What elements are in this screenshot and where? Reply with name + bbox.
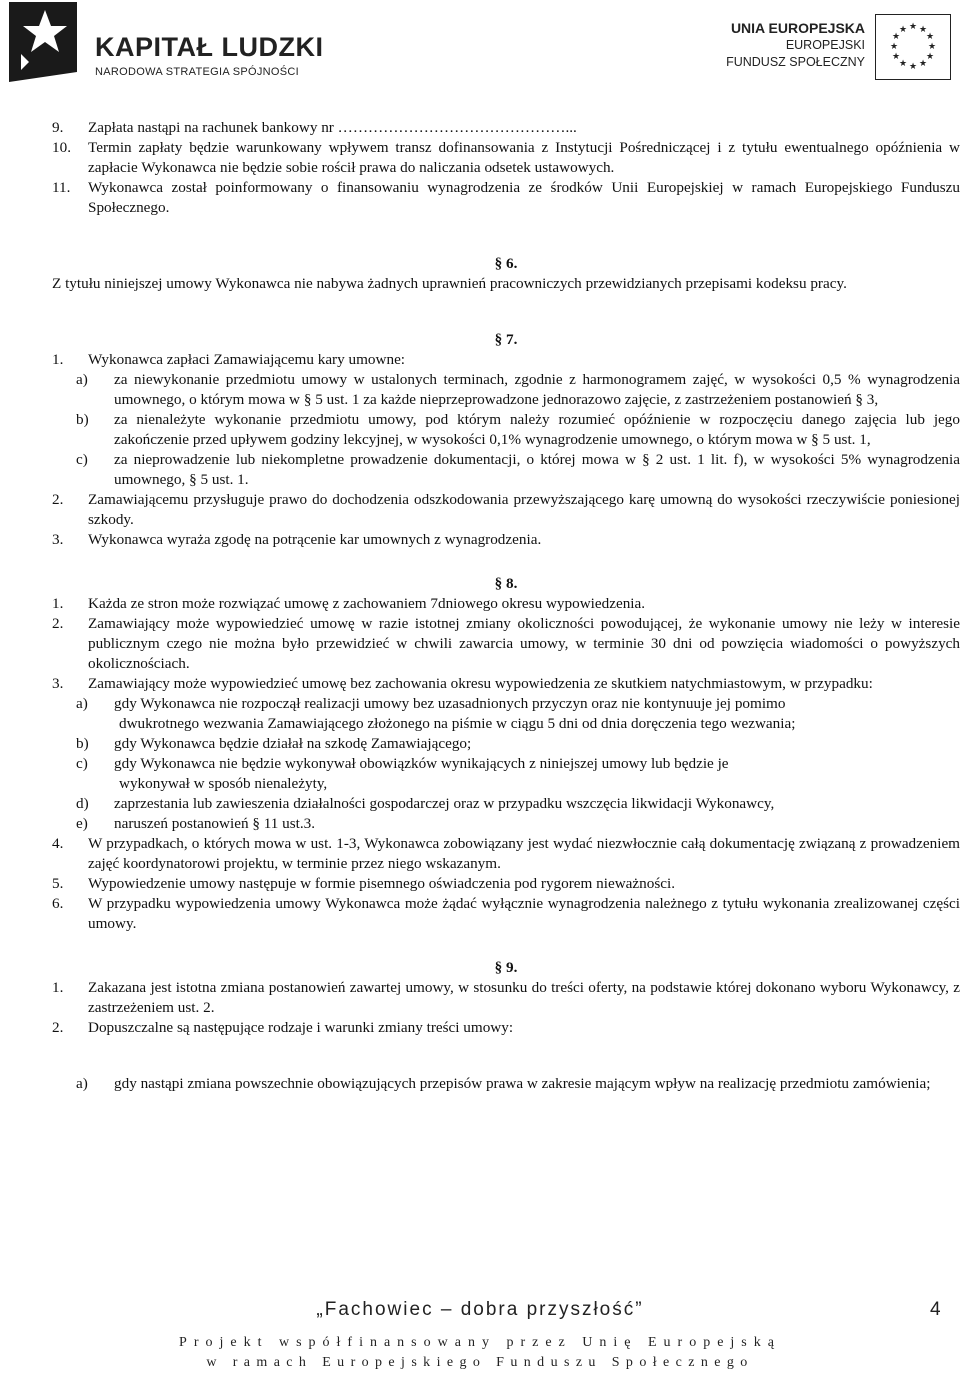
svg-text:★: ★	[892, 52, 901, 62]
sub-list-letter: a)	[76, 1075, 88, 1092]
sub-list-item	[52, 410, 960, 450]
sub-list-text: za nieprowadzenie lub niekompletne prowadzenie dokumentacji, o której mowa w § 2 ust. 1 lit. f), w wysokości 5% wynagrodzenia umownego, § 5 ust. 1.	[114, 451, 960, 488]
list-item	[52, 674, 960, 694]
list-number: 9.	[52, 119, 64, 136]
sub-list-item	[52, 794, 960, 814]
sub-list-text: zaprzestania lub zawieszenia działalności gospodarczej oraz w przypadku wszczęcia likwidacji Wykonawcy,	[114, 795, 775, 812]
eu-flag-icon	[875, 14, 951, 80]
sub-list-text: za niewykonanie przedmiotu umowy w ustalonych terminach, zgodnie z harmonogramem zajęć, w wysokości 0,5 % wynagrodzenia umownego, o którym mowa w § 5 ust. 1 za każde nieprzeprowadzone jednorazowo zajęcie, z zastrzeżeniem postanowień § 3,	[114, 371, 960, 408]
section-heading-9: § 9.	[494, 959, 518, 976]
kapital-ludzki-title: KAPITAŁ LUDZKI	[95, 32, 324, 62]
sub-list-text: gdy Wykonawca nie będzie wykonywał obowiązków wynikających z niniejszej umowy lub będzie je	[114, 755, 729, 772]
kapital-ludzki-subtitle: NARODOWA STRATEGIA SPÓJNOŚCI	[95, 66, 299, 78]
section-heading-7: § 7.	[494, 331, 518, 348]
list-text: W przypadkach, o których mowa w ust. 1-3, Wykonawca zobowiązany jest wydać niezwłocznie całą dokumentację związaną z prowadzeniem zajęć koordynatorowi projektu, w terminie przez niego wskazanym.	[88, 835, 960, 872]
sub-list-letter: c)	[76, 451, 88, 468]
list-number: 3.	[52, 531, 64, 548]
list-item	[52, 530, 960, 550]
list-text: Zamawiającemu przysługuje prawo do dochodzenia odszkodowania przewyższającego karę umowną do wysokości rzeczywiście poniesionej szkody.	[88, 491, 960, 528]
list-number: 2.	[52, 615, 64, 632]
list-item	[52, 614, 960, 674]
list-item	[52, 178, 960, 218]
footer-cofinancing-line: Projekt współfinansowany przez Unię Europejską	[179, 1335, 781, 1350]
svg-text:★: ★	[899, 25, 908, 35]
list-text: W przypadku wypowiedzenia umowy Wykonawca może żądać wyłącznie wynagrodzenia należnego z tytułu wykonania zrealizowanej części umowy.	[88, 895, 960, 932]
svg-text:★: ★	[919, 59, 928, 69]
svg-text:★: ★	[909, 62, 918, 72]
list-item	[52, 138, 960, 178]
list-number: 2.	[52, 1019, 64, 1036]
eu-logo-line3: FUNDUSZ SPOŁECZNY	[726, 55, 865, 69]
sub-list-item	[52, 734, 960, 754]
sub-list-letter: e)	[76, 815, 88, 832]
list-number: 2.	[52, 491, 64, 508]
section-heading-6: § 6.	[494, 255, 518, 272]
list-number: 1.	[52, 595, 64, 612]
sub-list-text: gdy nastąpi zmiana powszechnie obowiązujących przepisów prawa w zakresie mającym wpływ na realizację przedmiotu zamówienia;	[114, 1075, 931, 1092]
list-item	[52, 874, 960, 894]
list-item	[52, 834, 960, 874]
list-number: 10.	[52, 139, 71, 156]
list-item	[52, 118, 960, 138]
list-text: Zapłata nastąpi na rachunek bankowy nr ………………………………………...	[88, 119, 577, 136]
sub-list-letter: c)	[76, 755, 88, 772]
sub-list-continuation: dwukrotnego wezwania Zamawiającego złożonego na piśmie w ciągu 5 dni od dnia doręczenia tego wezwania;	[119, 715, 796, 732]
sub-list-item	[52, 814, 960, 834]
kapital-ludzki-logo	[7, 2, 324, 82]
footer-motto: „Fachowiec – dobra przyszłość”	[316, 1299, 644, 1320]
eu-logo-line1: UNIA EUROPEJSKA	[730, 20, 865, 36]
list-text: Zamawiający może wypowiedzieć umowę w razie istotnej zmiany okoliczności powodującej, że wykonanie umowy nie leży w interesie publicznym czego nie można było przewidzieć w chwili zawarcia umowy, w terminie 30 dni od powzięcia wiadomości o powyższych okolicznościach.	[88, 615, 960, 672]
footer-fund-line: w ramach Europejskiego Funduszu Społecznego	[206, 1355, 754, 1370]
eu-logo	[705, 10, 955, 85]
sub-list-item	[52, 694, 960, 714]
list-item	[52, 1018, 960, 1038]
eu-logo-line2: EUROPEJSKI	[785, 38, 865, 52]
sub-list-item	[52, 754, 960, 774]
svg-text:★: ★	[892, 32, 901, 42]
svg-text:★: ★	[926, 52, 935, 62]
sub-list-letter: d)	[76, 795, 89, 812]
sub-list-text: gdy Wykonawca nie rozpoczął realizacji umowy bez uzasadnionych przyczyn oraz nie kontynuuje jej pomimo	[114, 695, 786, 712]
list-text: Wykonawca wyraża zgodę na potrącenie kar umownych z wynagrodzenia.	[88, 531, 542, 548]
section-6-text: Z tytułu niniejszej umowy Wykonawca nie nabywa żadnych uprawnień pracowniczych przewidzianych przepisami kodeksu pracy.	[52, 275, 847, 292]
list-number: 4.	[52, 835, 64, 852]
list-number: 6.	[52, 895, 64, 912]
list-text: Wykonawca został poinformowany o finansowaniu wynagrodzenia ze środków Unii Europejskiej w ramach Europejskiego Funduszu Społecznego.	[88, 179, 960, 216]
list-text: Każda ze stron może rozwiązać umowę z zachowaniem 7dniowego okresu wypowiedzenia.	[88, 595, 646, 612]
list-text: Wykonawca zapłaci Zamawiającemu kary umowne:	[88, 351, 406, 368]
svg-text:★: ★	[890, 42, 899, 52]
sub-list-item	[52, 1074, 960, 1094]
sub-list-letter: a)	[76, 371, 88, 388]
list-item	[52, 978, 960, 1018]
list-number: 1.	[52, 351, 64, 368]
page-number: 4	[930, 1299, 941, 1320]
list-text: Wypowiedzenie umowy następuje w formie pisemnego oświadczenia pod rygorem nieważności.	[88, 875, 675, 892]
list-text: Termin zapłaty będzie warunkowany wpływem transz dofinansowania z Instytucji Pośredniczącej i z tytułu ewentualnego opóźnienia w zapłacie Wykonawca nie będzie sobie rościł prawa do naliczania odsetek ustawowych.	[88, 139, 960, 176]
sub-list-letter: b)	[76, 735, 89, 752]
list-item	[52, 894, 960, 934]
sub-list-text: gdy Wykonawca będzie działał na szkodę Zamawiającego;	[114, 735, 472, 752]
kapital-ludzki-emblem-icon	[7, 2, 87, 82]
list-text: Zamawiający może wypowiedzieć umowę bez zachowania okresu wypowiedzenia ze skutkiem natychmiastowym, w przypadku:	[88, 675, 873, 692]
page-header	[0, 0, 960, 95]
list-number: 5.	[52, 875, 64, 892]
svg-text:★: ★	[919, 25, 928, 35]
sub-list-letter: a)	[76, 695, 88, 712]
list-number: 11.	[52, 179, 71, 196]
svg-text:★: ★	[899, 59, 908, 69]
sub-list-item	[52, 450, 960, 490]
list-item	[52, 350, 960, 370]
document-body	[52, 118, 960, 1094]
sub-list-text: za nienależyte wykonanie przedmiotu umowy, pod którym należy rozumieć opóźnienie w rozpoczęciu danego zajęcia lub jego zakończenie przed upływem godziny lekcyjnej, w wysokości 0,1% wynagrodzenie umownego, o którym mowa w § 5 ust. 1,	[114, 411, 960, 448]
list-text: Zakazana jest istotna zmiana postanowień zawartej umowy, w stosunku do treści oferty, na podstawie której dokonano wyboru Wykonawcy, z zastrzeżeniem ust. 2.	[88, 979, 960, 1016]
eu-logo-text	[705, 20, 865, 71]
list-number: 1.	[52, 979, 64, 996]
svg-text:★: ★	[928, 42, 937, 52]
svg-text:★: ★	[926, 32, 935, 42]
list-item	[52, 594, 960, 614]
list-item	[52, 490, 960, 530]
list-number: 3.	[52, 675, 64, 692]
sub-list-text: naruszeń postanowień § 11 ust.3.	[114, 815, 316, 832]
sub-list-item	[52, 370, 960, 410]
sub-list-letter: b)	[76, 411, 89, 428]
svg-text:★: ★	[909, 22, 918, 32]
sub-list-continuation: wykonywał w sposób nienależyty,	[119, 775, 328, 792]
section-heading-8: § 8.	[494, 575, 518, 592]
list-text: Dopuszczalne są następujące rodzaje i warunki zmiany treści umowy:	[88, 1019, 514, 1036]
